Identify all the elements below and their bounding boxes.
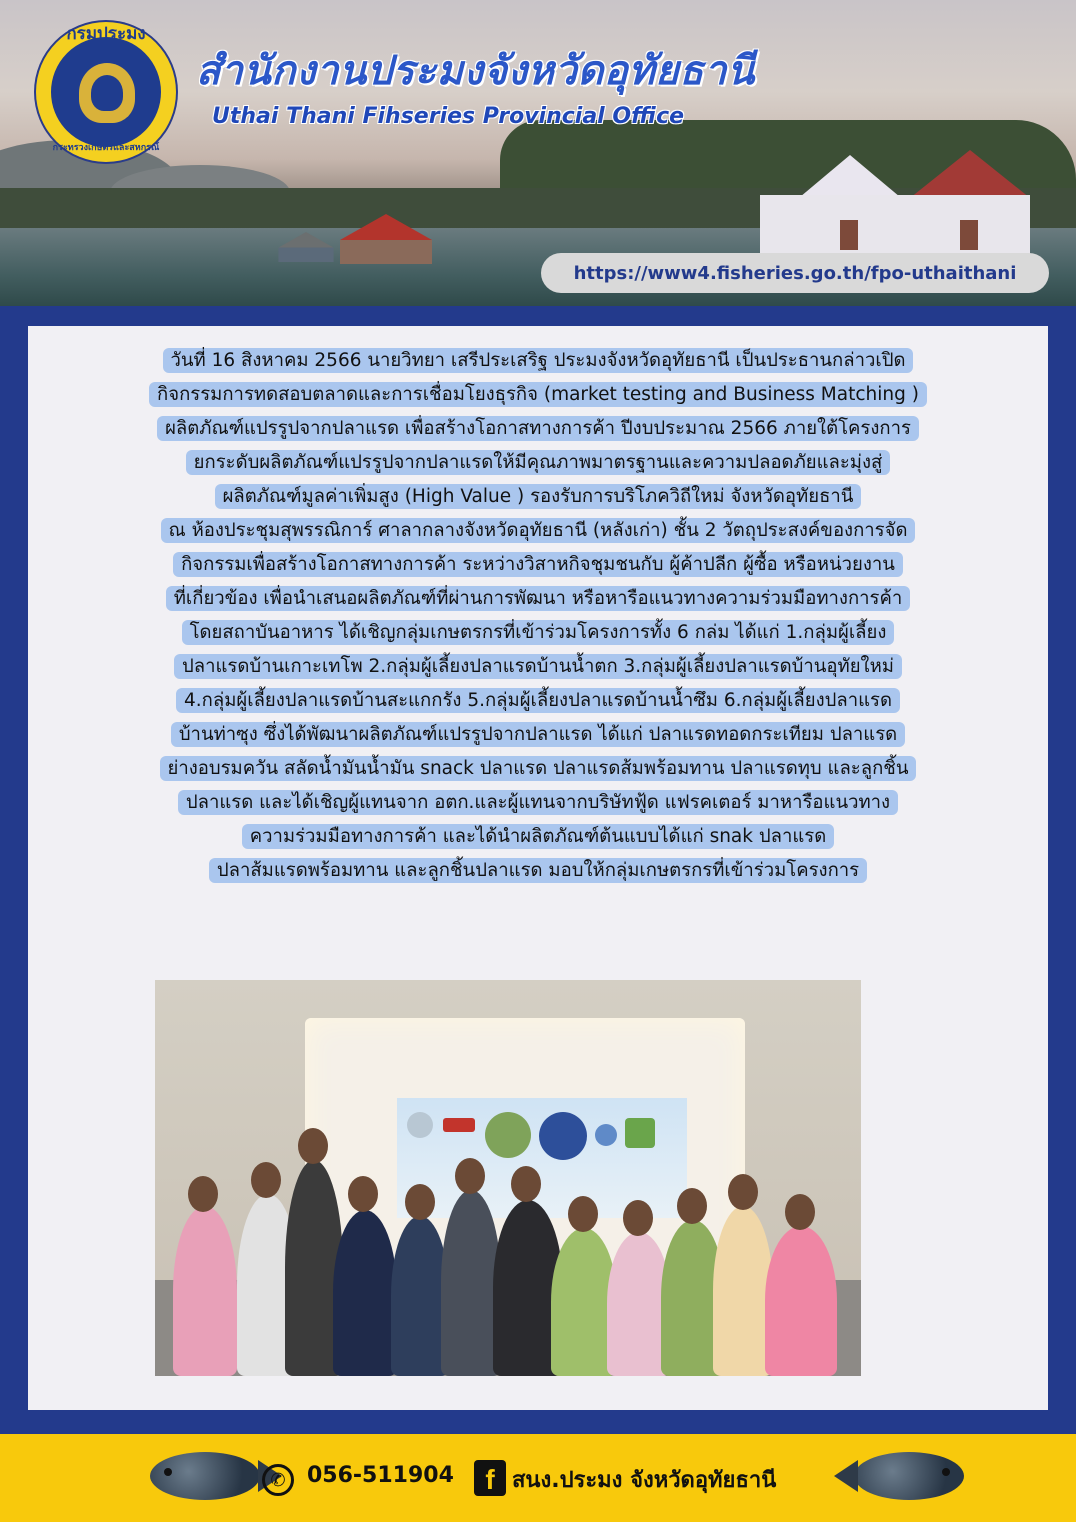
- person-head: [511, 1166, 541, 1202]
- article-line: ปลาแรดบ้านเกาะเทโพ 2.กลุ่มผู้เลี้ยงปลาแรดบ้านน้ำตก 3.กลุ่มผู้เลี้ยงปลาแรดบ้านอุทัยใหม่: [46, 650, 1030, 684]
- facebook-icon: f: [474, 1460, 506, 1496]
- article-line: ยกระดับผลิตภัณฑ์แปรรูปจากปลาแรดให้มีคุณภาพมาตรฐานและความปลอดภัยและมุ่งสู่: [46, 446, 1030, 480]
- article-line: กิจกรรมการทดสอบตลาดและการเชื่อมโยงธุรกิจ (market testing and Business Matching ): [46, 378, 1030, 412]
- person-head: [455, 1158, 485, 1194]
- article-line: ปลาแรด และได้เชิญผู้แทนจาก อตก.และผู้แทนจากบริษัทฟู้ด แฟรคเตอร์ มาหารือแนวทาง: [46, 786, 1030, 820]
- phone-number[interactable]: 056-511904: [307, 1463, 454, 1488]
- department-logo: [36, 22, 176, 162]
- article-line: 4.กลุ่มผู้เลี้ยงปลาแรดบ้านสะแกกรัง 5.กลุ่มผู้เลี้ยงปลาแรดบ้านน้ำซึม 6.กลุ่มผู้เลี้ยงปลาแรด: [46, 684, 1030, 718]
- header-banner: [0, 0, 1076, 306]
- article-line: ความร่วมมือทางการค้า และได้นำผลิตภัณฑ์ต้นแบบได้แก่ snak ปลาแรด: [46, 820, 1030, 854]
- person-head: [348, 1176, 378, 1212]
- fish-icon: [844, 1446, 974, 1506]
- phone-icon: ✆: [262, 1464, 294, 1496]
- event-group-photo: [155, 980, 861, 1376]
- person-head: [623, 1200, 653, 1236]
- office-title-english: Uthai Thani Fihseries Provincial Office: [212, 104, 685, 129]
- person-head: [298, 1128, 328, 1164]
- article-line: ผลิตภัณฑ์มูลค่าเพิ่มสูง (High Value ) รองรับการบริโภควิถีใหม่ จังหวัดอุทัยธานี: [46, 480, 1030, 514]
- article-line: ผลิตภัณฑ์แปรรูปจากปลาแรด เพื่อสร้างโอกาสทางการค้า ปีงบประมาณ 2566 ภายใต้โครงการ: [46, 412, 1030, 446]
- article-line: กิจกรรมเพื่อสร้างโอกาสทางการค้า ระหว่างวิสาหกิจชุมชนกับ ผู้ค้าปลีก ผู้ซื้อ หรือหน่วยงาน: [46, 548, 1030, 582]
- person-head: [568, 1196, 598, 1232]
- raft-house: [340, 214, 432, 264]
- facebook-page-name[interactable]: สนง.ประมง จังหวัดอุทัยธานี: [512, 1468, 777, 1493]
- article-text: [46, 344, 1030, 888]
- person: [441, 1190, 501, 1376]
- fish-icon: [140, 1446, 270, 1506]
- person-head: [728, 1174, 758, 1210]
- event-banner: [397, 1098, 687, 1218]
- person: [173, 1206, 237, 1376]
- article-line: โดยสถาบันอาหาร ได้เชิญกลุ่มเกษตรกรที่เข้าร่วมโครงการทั้ง 6 กล่ม ได้แก่ 1.กลุ่มผู้เลี้ยง: [46, 616, 1030, 650]
- person: [333, 1210, 397, 1376]
- logo-subtext: กระทรวงเกษตรและสหกรณ์: [52, 143, 160, 153]
- raft-house: [278, 232, 333, 262]
- article-line: บ้านท่าซุง ซึ่งได้พัฒนาผลิตภัณฑ์แปรรูปจากปลาแรด ได้แก่ ปลาแรดทอดกระเทียม ปลาแรด: [46, 718, 1030, 752]
- article-line: ย่างอบรมควัน สลัดน้ำมันน้ำมัน snack ปลาแรด ปลาแรดส้มพร้อมทาน ปลาแรดทุบ และลูกชิ้น: [46, 752, 1030, 786]
- article-line: วันที่ 16 สิงหาคม 2566 นายวิทยา เสรีประเสริฐ ประมงจังหวัดอุทัยธานี เป็นประธานกล่าวเปิด: [46, 344, 1030, 378]
- person-head: [785, 1194, 815, 1230]
- article-line: ปลาส้มแรดพร้อมทาน และลูกชิ้นปลาแรด มอบให้กลุ่มเกษตรกรที่เข้าร่วมโครงการ: [46, 854, 1030, 888]
- office-title-thai: สำนักงานประมงจังหวัดอุทัยธานี: [196, 48, 755, 94]
- person-head: [405, 1184, 435, 1220]
- temple: [760, 150, 1030, 260]
- person-head: [677, 1188, 707, 1224]
- article-line: ที่เกี่ยวข้อง เพื่อนำเสนอผลิตภัณฑ์ที่ผ่านการพัฒนา หรือหารือแนวทางความร่วมมือทางการค้า: [46, 582, 1030, 616]
- person: [713, 1206, 773, 1376]
- logo-text: กรมประมง: [66, 24, 146, 44]
- website-url[interactable]: https://www4.fisheries.go.th/fpo-uthaithani: [541, 253, 1049, 293]
- person-head: [251, 1162, 281, 1198]
- article-line: ณ ห้องประชุมสุพรรณิการ์ ศาลากลางจังหวัดอุทัยธานี (หลังเก่า) ชั้น 2 วัตถุประสงค์ของการจัด: [46, 514, 1030, 548]
- person: [765, 1226, 837, 1376]
- person-head: [188, 1176, 218, 1212]
